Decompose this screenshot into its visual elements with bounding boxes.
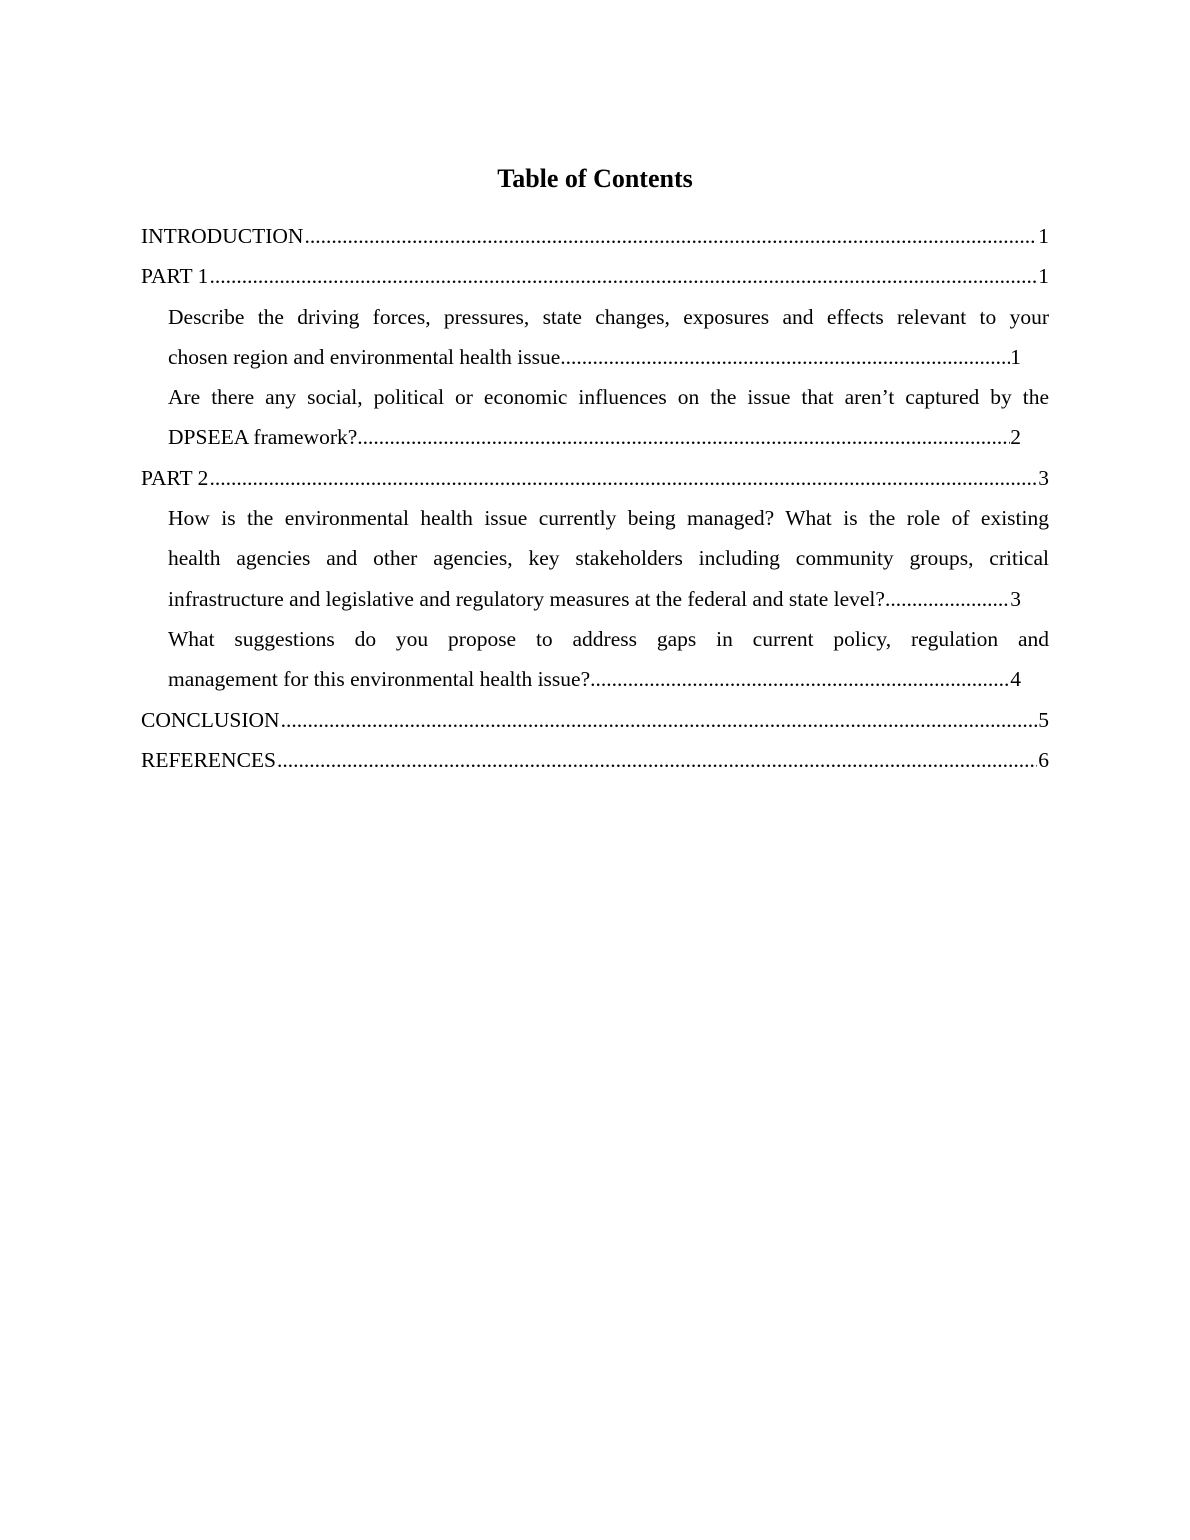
toc-leader-dots xyxy=(281,700,1038,740)
toc-entry-label: REFERENCES xyxy=(141,747,276,772)
toc-page-number: 1 xyxy=(1010,344,1021,369)
toc-entry-part-1[interactable] xyxy=(141,256,1049,296)
toc-leader-dots xyxy=(560,337,1010,377)
toc-leader-dots xyxy=(885,579,1010,619)
toc-page-number: 2 xyxy=(1010,425,1021,450)
toc-page-number: 1 xyxy=(1038,264,1049,289)
toc-leader-dots xyxy=(277,740,1037,780)
toc-leader-dots xyxy=(590,659,1010,699)
toc-entry-text: How is the environmental health issue currently being managed? What is the role of existing xyxy=(168,506,1049,531)
toc-page-number: 4 xyxy=(1010,667,1021,692)
toc-entry-text: What suggestions do you propose to address gaps in current policy, regulation and xyxy=(168,626,1049,651)
toc-entry-part-1-influences[interactable] xyxy=(168,377,1049,458)
toc-entry-introduction[interactable] xyxy=(141,216,1049,256)
table-of-contents xyxy=(141,216,1049,780)
toc-entry-text: DPSEEA framework? xyxy=(168,425,358,450)
toc-leader-dots xyxy=(209,458,1037,498)
toc-page-number: 3 xyxy=(1010,586,1021,611)
page-title: Table of Contents xyxy=(497,164,693,193)
toc-entry-conclusion[interactable] xyxy=(141,700,1049,740)
toc-entry-text: health agencies and other agencies, key stakeholders including community groups, critical xyxy=(168,546,1049,571)
toc-page-number: 1 xyxy=(1038,224,1049,248)
toc-page-number: 3 xyxy=(1038,465,1049,490)
toc-entry-label: CONCLUSION xyxy=(141,707,280,732)
toc-entry-label: PART 2 xyxy=(141,465,209,490)
toc-entry-label: PART 1 xyxy=(141,264,209,289)
toc-leader-dots xyxy=(304,216,1037,256)
toc-entry-text: Are there any social, political or economic influences on the issue that aren’t captured by the xyxy=(168,385,1049,410)
toc-entry-label: INTRODUCTION xyxy=(141,224,304,248)
toc-page-number: 5 xyxy=(1038,707,1049,732)
toc-entry-text: chosen region and environmental health issue xyxy=(168,344,561,369)
toc-entry-part-2-suggestions[interactable] xyxy=(168,619,1049,700)
toc-entry-part-1-driving-forces[interactable] xyxy=(168,297,1049,378)
toc-entry-text: management for this environmental health issue? xyxy=(168,667,591,692)
toc-entry-text: Describe the driving forces, pressures, state changes, exposures and effects relevant to your xyxy=(168,304,1049,329)
toc-leader-dots xyxy=(357,417,1010,457)
toc-entry-part-2[interactable] xyxy=(141,458,1049,498)
toc-entry-part-2-management[interactable] xyxy=(168,498,1049,619)
toc-entry-text: infrastructure and legislative and regulatory measures at the federal and state level? xyxy=(168,586,885,611)
toc-leader-dots xyxy=(209,256,1037,296)
toc-page-number: 6 xyxy=(1038,747,1049,772)
toc-entry-references[interactable] xyxy=(141,740,1049,780)
